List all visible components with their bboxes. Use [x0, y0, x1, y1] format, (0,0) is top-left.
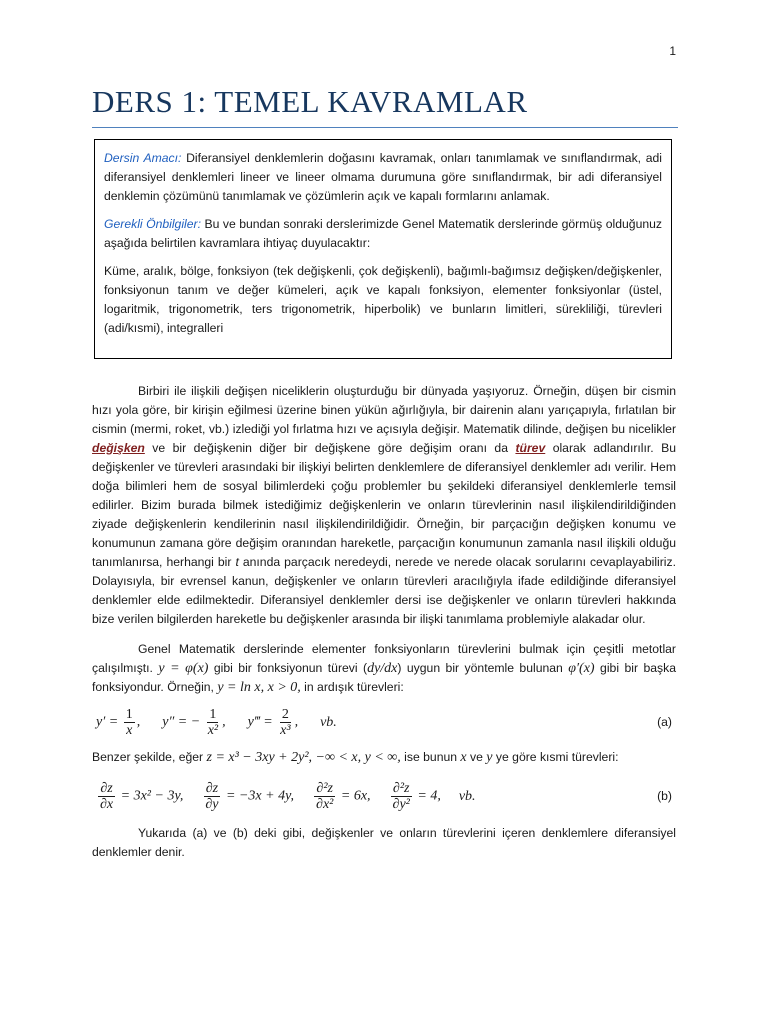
fraction: [98, 781, 115, 812]
denominator: x³: [280, 723, 291, 738]
text-span: gibi bir fonksiyonun türevi (: [208, 661, 368, 675]
prerequisites-paragraph: [104, 215, 662, 253]
objective-text: Diferansiyel denklemlerin doğasını kavramak, onları tanımlamak ve sınıflandırmak, adi diferansiyel denklemleri lineer ve lineer olmama durumuna göre sınıflandırmak, bir adi diferansiyel denklemin çözümünü tanımlamak ve çözümlerin açık ve kapalı formlarını anlamak.: [104, 151, 663, 203]
text-span: Birbiri ile ilişkili değişen niceliklerin oluşturduğu bir dünyada yaşıyoruz. Örneğin, düşen bir cismin hızı yola göre, bir kirişin eğilmesi üzerine binen yükün ağırlığıyla, bir dairenin alanı yarıçapıyla, fırlatılan bir cismin (mermi, roket, vb.) izlediği yol fırlatma hızı ve açısıyla değişir. Matematik dilinde, değişen bu nicelikler: [92, 384, 676, 436]
numerator: ∂²z: [316, 781, 333, 796]
equation-a-label: (a): [657, 715, 672, 729]
variable-t: t: [235, 555, 239, 569]
text-span: ve bir değişkenin diğer bir değişkene göre değişim oranı da: [144, 441, 516, 455]
denominator: ∂x: [100, 797, 114, 812]
equation-b-expression: [92, 781, 476, 812]
partial-derivatives-paragraph: [92, 748, 676, 767]
prerequisites-text: Bu ve bundan sonraki derslerimizde Genel Matematik derslerinde görmüş olduğunuz aşağıda belirtilen kavramlara ihtiyaç duyulacaktır:: [104, 217, 663, 250]
math-function: y = φ(x): [158, 661, 209, 676]
eq-a-term-2: [162, 707, 225, 738]
eq-b-term-3: [312, 781, 371, 812]
text-span: gibi bir başka fonksiyondur. Örneğin,: [92, 661, 676, 694]
text-span: olarak adlandırılır. Bu değişkenler ve türevleri arasındaki bir ilişkiyi belirten denklemlere de diferansiyel denklemler adı verilir. Hem doğa bilimleri hem de sosyal bilimlerdeki çoğu problemler bu şekildeki diferansiyel denklemlerle temsil edilirler. Bizim burada bilmek istediğimiz değişkenlerin ve onların türevlerinin nasıl ilişkilendirildiğinden ziyade değişkenlerin kendilerinin nasıl ilişkilendirildiğidir. Örneğin, bir parçacığın değişken konumu ve konumunun zamana göre değişim oranından hareketle, parçacığın konumunun zamanla nasıl ilişkili olduğu tanımlanırsa, herhangi bir: [92, 441, 676, 569]
eq-rhs: = 3x² − 3y,: [120, 788, 184, 804]
eq-a-term-1: [96, 707, 140, 738]
eq-b-term-1: [96, 781, 183, 812]
fraction: [391, 781, 412, 812]
eq-rhs: = 4,: [417, 788, 441, 804]
eq-a-term-3: [248, 707, 298, 738]
fraction: [124, 707, 135, 738]
math-lnx: y = ln x, x > 0,: [217, 680, 301, 695]
math-phi-prime: φ′(x): [568, 661, 595, 676]
text-span: ye göre kısmi türevleri:: [492, 750, 619, 764]
eq-lhs: y′ =: [96, 714, 119, 730]
text-span: anında parçacık neredeydi, nerede ve nerede olacak sorularını cevaplayabiliriz. Dolayısıyla, bir evrensel kanun, değişkenler ve onların türevleri aracılığıyla ifade edildiğinde diferansiyel denklemler elde edilmektedir. Diferansiyel denklemler dersi ise değişkenler ve onların türevleri hakkında bize verilen bilgilerden hareketle bu değişkenler arasında bir ilişki tanımlama problemiyle alakadar olur.: [92, 555, 676, 626]
page-title: DERS 1: TEMEL KAVRAMLAR: [92, 84, 528, 119]
eq-tail: ,: [222, 714, 226, 730]
page-number: 1: [669, 44, 676, 58]
eq-lhs: y″ = −: [162, 714, 201, 730]
eq-rhs: = 6x,: [340, 788, 371, 804]
prerequisite-topics: Küme, aralık, bölge, fonksiyon (tek değişkenli, çok değişkenli), bağımlı-bağımsız değişken/değişkenler, fonksiyonun tanım ve değer kümeleri, açık ve kapalı fonksiyon, elementer fonksiyonlar (üstel, logaritmik, trigonometrik, ters trigonometrik, hiperbolik) ve bunların limitleri, sürekliliği, türevleri (adi/kısmi), integralleri: [104, 264, 662, 335]
term-turev: türev: [515, 441, 546, 455]
text-span: ise bunun: [400, 750, 461, 764]
intro-paragraph: [92, 382, 676, 629]
eq-b-term-4: [389, 781, 441, 812]
eq-a-vb: vb.: [320, 715, 337, 730]
prerequisites-label: Gerekli Önbilgiler:: [104, 217, 201, 231]
derivatives-paragraph: [92, 640, 676, 697]
fraction: [278, 707, 292, 738]
denominator: ∂y²: [392, 797, 410, 812]
text-span: Benzer şekilde, eğer: [92, 750, 207, 764]
numerator: ∂z: [100, 781, 113, 796]
text-span: ve: [466, 750, 487, 764]
equation-a-expression: [92, 707, 337, 738]
equation-b: [92, 781, 676, 812]
numerator: 1: [125, 707, 133, 722]
numerator: 2: [281, 707, 289, 722]
math-y: y: [486, 750, 493, 765]
math-dydx: dy/dx: [367, 661, 398, 676]
fraction: [203, 781, 220, 812]
objective-paragraph: [104, 149, 662, 206]
title-rule: [92, 127, 678, 128]
math-x: x: [460, 750, 467, 765]
denominator: x²: [207, 723, 219, 738]
equation-a: [92, 707, 676, 738]
eq-tail: ,: [294, 714, 299, 730]
eq-rhs: = −3x + 4y,: [226, 788, 295, 804]
eq-tail: ,: [136, 714, 141, 730]
definition-paragraph: Yukarıda (a) ve (b) deki gibi, değişkenler ve onların türevlerini içeren denklemlere diferansiyel denklemler denir.: [92, 826, 676, 859]
objective-box: [94, 139, 672, 359]
numerator: 1: [209, 707, 217, 722]
term-degisken: değişken: [92, 441, 145, 455]
text-span: Genel Matematik derslerinde elementer fonksiyonların türevlerini bulmak için çeşitli metotlar çalışılmıştı.: [92, 642, 676, 675]
objective-label: Dersin Amacı:: [104, 151, 182, 165]
math-z-definition: z = x³ − 3xy + 2y², −∞ < x, y < ∞,: [206, 750, 401, 765]
body-text: [92, 382, 676, 862]
text-span: in ardışık türevleri:: [300, 680, 404, 694]
eq-b-term-2: [201, 781, 294, 812]
fraction: [314, 781, 335, 812]
fraction: [206, 707, 220, 738]
eq-b-vb: vb.: [458, 789, 476, 804]
denominator: ∂y: [205, 797, 219, 812]
eq-lhs: y‴ =: [247, 714, 273, 730]
numerator: ∂z: [205, 781, 219, 796]
numerator: ∂²z: [392, 781, 410, 796]
equation-b-label: (b): [657, 789, 672, 803]
denominator: ∂x²: [316, 797, 334, 812]
text-span: ) uygun bir yöntemle bulunan: [397, 661, 569, 675]
denominator: x: [126, 723, 133, 738]
